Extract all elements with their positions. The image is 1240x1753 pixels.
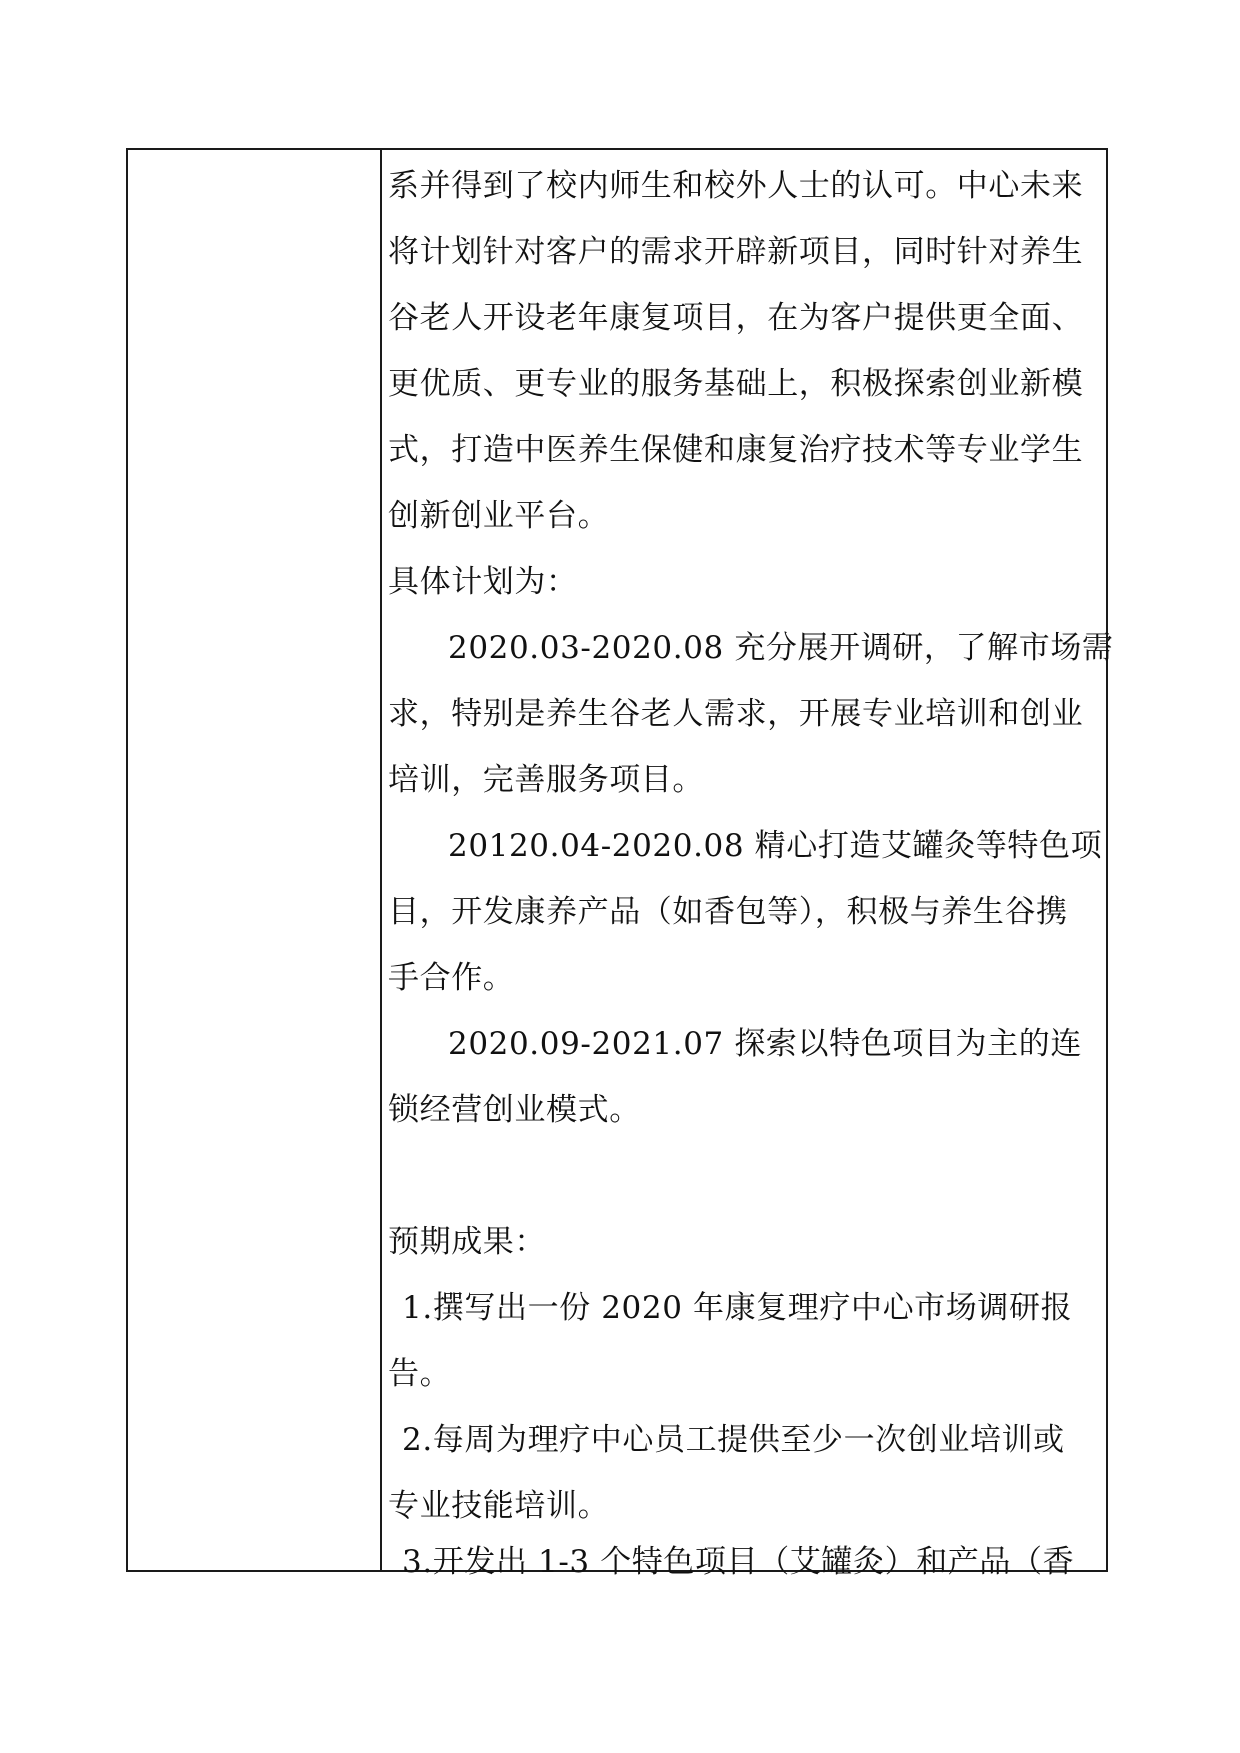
text-line: 将计划针对客户的需求开辟新项目，同时针对养生 [388,234,1084,270]
text-line: 更优质、更专业的服务基础上，积极探索创业新模 [388,366,1084,402]
text-line: 目，开发康养产品（如香包等），积极与养生谷携 [388,894,1068,930]
text-line: 谷老人开设老年康复项目，在为客户提供更全面、 [388,300,1084,336]
section-heading-plan: 具体计划为： [388,564,578,600]
plan-item-3: 2020.09-2021.07 探索以特色项目为主的连 [448,1026,1082,1062]
text-line: 求，特别是养生谷老人需求，开展专业培训和创业 [388,696,1084,732]
result-item-1: 1.撰写出一份 2020 年康复理疗中心市场调研报 [402,1290,1073,1326]
result-item-2: 2.每周为理疗中心员工提供至少一次创业培训或 [402,1422,1065,1458]
text-line: 锁经营创业模式。 [388,1092,641,1128]
table-left-cell [128,150,382,1570]
plan-item-1: 2020.03-2020.08 充分展开调研，了解市场需 [448,630,1114,666]
plan-item-2: 20120.04-2020.08 精心打造艾罐灸等特色项 [448,828,1103,864]
document-table [126,148,1114,1580]
section-heading-results: 预期成果： [388,1224,546,1260]
text-line: 式，打造中医养生保健和康复治疗技术等专业学生 [388,432,1084,468]
text-line: 告。 [388,1356,452,1392]
text-line: 专业技能培训。 [388,1488,610,1524]
text-line: 手合作。 [388,960,515,996]
text-line: 创新创业平台。 [388,498,610,534]
result-item-3: 3.开发出 1-3 个特色项目（艾罐灸）和产品（香 [402,1544,1075,1580]
text-line: 培训，完善服务项目。 [388,762,704,798]
text-line: 系并得到了校内师生和校外人士的认可。中心未来 [388,168,1084,204]
table-content-cell [382,150,1114,1580]
